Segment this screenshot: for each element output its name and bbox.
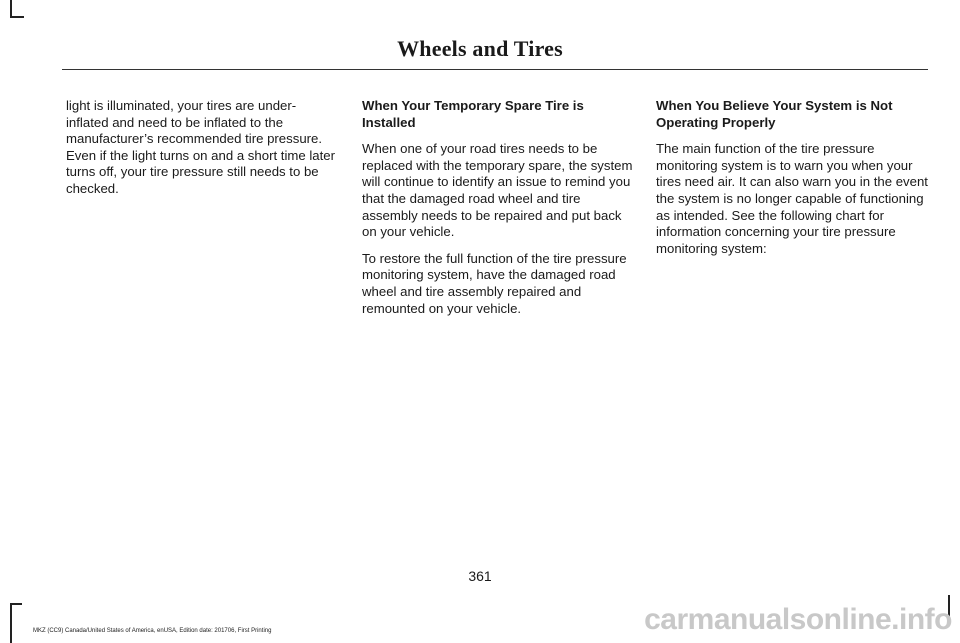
left-column <box>66 98 338 208</box>
page-number: 361 <box>468 568 492 584</box>
middle-heading: When Your Temporary Spare Tire is Installed <box>362 98 584 130</box>
middle-column <box>362 98 636 327</box>
page-title: Wheels and Tires <box>397 36 563 61</box>
crop-mark-top-left-horizontal <box>10 16 24 18</box>
middle-paragraph-2: To restore the full function of the tire pressure monitoring system, have the damaged road wheel and tire assembly repaired and remounted on your vehicle. <box>362 250 627 316</box>
crop-mark-bottom-left-horizontal <box>10 603 22 605</box>
header-divider <box>62 69 928 70</box>
watermark: carmanualsonline.info <box>644 603 952 636</box>
right-heading: When You Believe Your System is Not Operating Properly <box>656 98 893 130</box>
footer-edition-text: MKZ (CC9) Canada/United States of America, enUSA, Edition date: 201706, First Printing <box>33 628 272 634</box>
right-paragraph-1: The main function of the tire pressure monitoring system is to warn you when your tires need air. It can also warn you in the event the system is no longer capable of functioning as intended. See the following chart for information concerning your tire pressure monitoring system: <box>656 141 928 256</box>
right-column <box>656 98 930 267</box>
middle-paragraph-1: When one of your road tires needs to be replaced with the temporary spare, the system will continue to identify an issue to remind you that the damaged road wheel and tire assembly needs to be repaired and put back on your vehicle. <box>362 141 633 240</box>
left-paragraph-1: light is illuminated, your tires are under-inflated and need to be inflated to the manufacturer’s recommended tire pressure. Even if the light turns on and a short time later turns off, your tire pressure still needs to be checked. <box>66 98 336 196</box>
crop-mark-bottom-left-vertical <box>10 603 12 643</box>
